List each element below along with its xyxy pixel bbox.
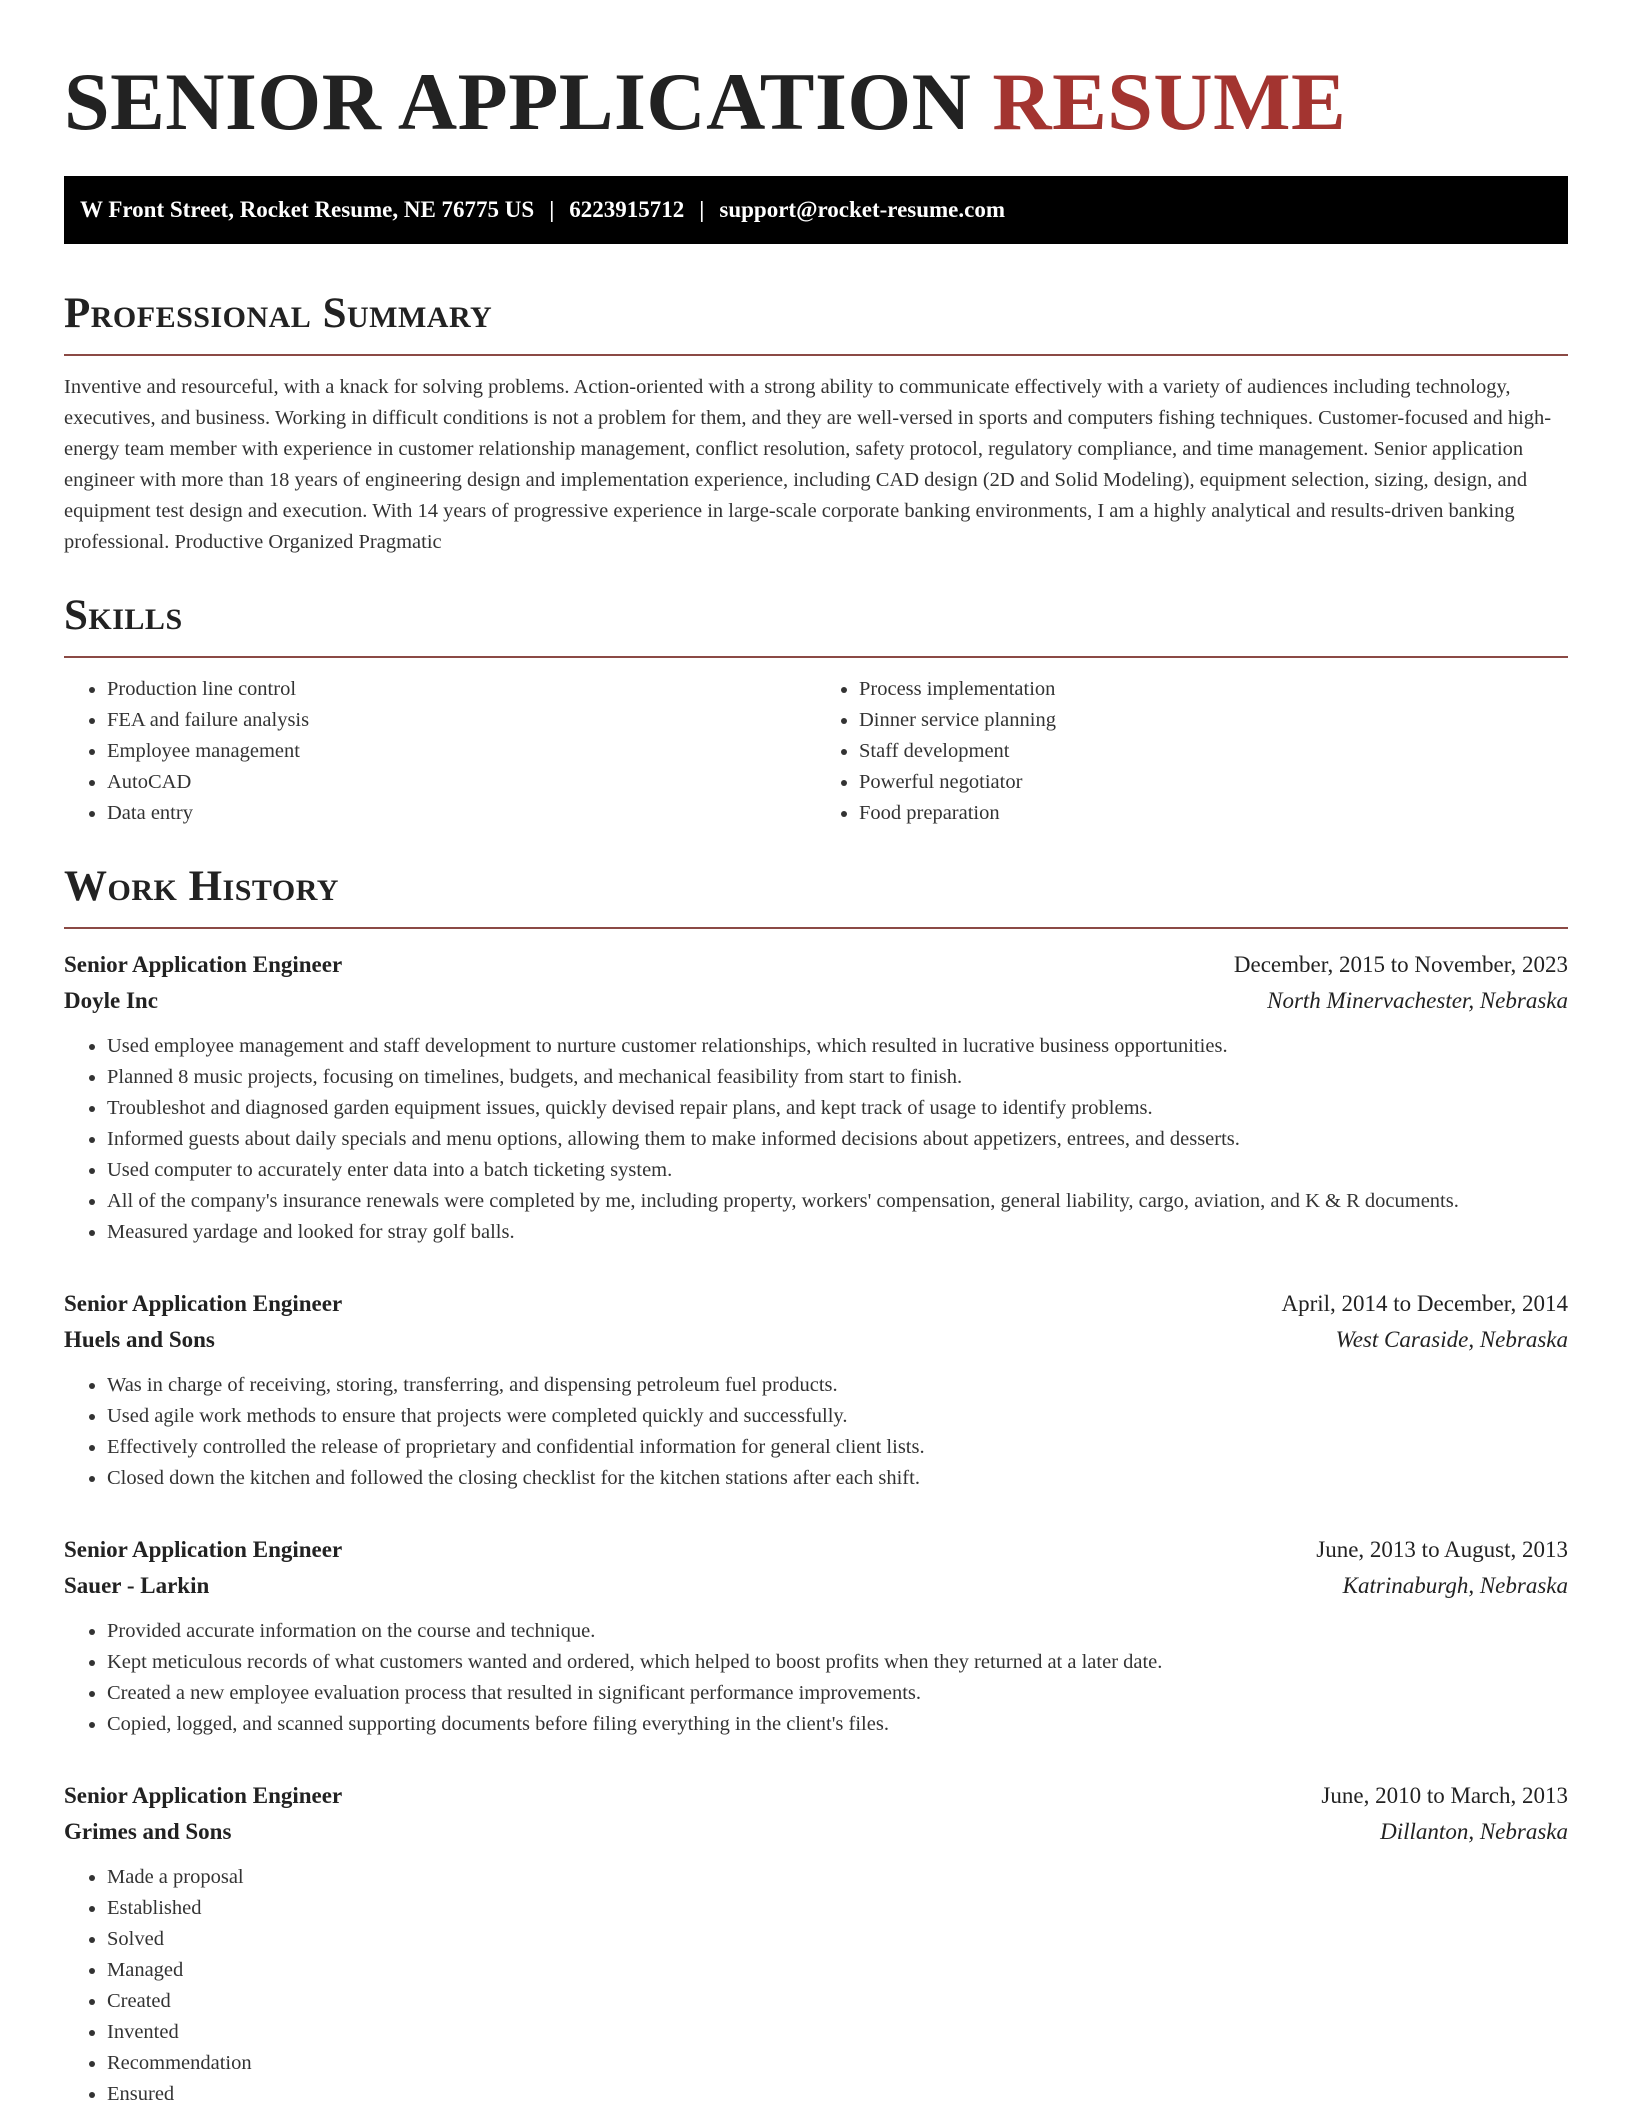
skills-list-right <box>816 674 1568 829</box>
job-entry <box>64 947 1568 1248</box>
job-bullet: • Was in charge of receiving, storing, transferring, and dispensing petroleum fuel products. <box>107 1370 1568 1401</box>
contact-phone: 6223915712 <box>569 197 685 222</box>
section-divider <box>64 656 1568 658</box>
job-bullets <box>64 1862 1568 2110</box>
skill-item: • Dinner service planning <box>859 705 1568 736</box>
job-company: Sauer - Larkin <box>64 1573 210 1598</box>
job-bullet: • Provided accurate information on the course and technique. <box>107 1616 1568 1647</box>
contact-separator: | <box>549 197 555 222</box>
job-bullet: • Used agile work methods to ensure that projects were completed quickly and successfully. <box>107 1401 1568 1432</box>
section-heading: Professional Summary <box>64 290 493 337</box>
job-title: Senior Application Engineer <box>64 952 343 977</box>
skills-columns <box>64 674 1568 829</box>
job-bullet: • Invented <box>107 2017 1568 2048</box>
job-location: North Minervachester, Nebraska <box>1267 988 1568 1013</box>
job-bullets <box>64 1616 1568 1740</box>
job-company: Doyle Inc <box>64 988 158 1013</box>
job-bullet: • Created <box>107 1986 1568 2017</box>
skill-item: • Employee management <box>107 736 816 767</box>
job-company-row <box>64 1814 1568 1850</box>
skill-item: • Process implementation <box>859 674 1568 705</box>
contact-separator: | <box>699 197 705 222</box>
job-bullet: • Ensured <box>107 2079 1568 2110</box>
contact-address: W Front Street, Rocket Resume, NE 76775 US <box>80 197 535 222</box>
job-entry <box>64 1778 1568 2110</box>
job-bullet: • Troubleshot and diagnosed garden equipment issues, quickly devised repair plans, and kept track of usage to identify problems. <box>107 1093 1568 1124</box>
job-company-row <box>64 983 1568 1019</box>
job-bullet: • Created a new employee evaluation process that resulted in significant performance improvements. <box>107 1678 1568 1709</box>
job-bullet: • Kept meticulous records of what customers wanted and ordered, which helped to boost profits when they returned at a later date. <box>107 1647 1568 1678</box>
job-bullet: • Closed down the kitchen and followed the closing checklist for the kitchen stations after each shift. <box>107 1463 1568 1494</box>
job-company-row <box>64 1322 1568 1358</box>
job-dates: December, 2015 to November, 2023 <box>1233 952 1568 977</box>
section-divider <box>64 354 1568 356</box>
job-title: Senior Application Engineer <box>64 1783 343 1808</box>
job-location: Katrinaburgh, Nebraska <box>1342 1573 1568 1598</box>
work-history-section <box>64 861 1568 2110</box>
job-bullet: • Measured yardage and looked for stray golf balls. <box>107 1217 1568 1248</box>
job-location: Dillanton, Nebraska <box>1380 1819 1568 1844</box>
skills-list-left <box>64 674 816 829</box>
job-title: Senior Application Engineer <box>64 1537 343 1562</box>
job-bullet: • Copied, logged, and scanned supporting documents before filing everything in the client's files. <box>107 1709 1568 1740</box>
skill-item: • Production line control <box>107 674 816 705</box>
skills-section <box>64 590 1568 829</box>
job-list <box>64 947 1568 2110</box>
skill-item: • Food preparation <box>859 798 1568 829</box>
job-bullet: • Used employee management and staff development to nurture customer relationships, which resulted in lucrative business opportunities. <box>107 1031 1568 1062</box>
skill-item: • AutoCAD <box>107 767 816 798</box>
contact-email: support@rocket-resume.com <box>719 197 1006 222</box>
resume-title <box>64 52 1568 152</box>
job-bullets <box>64 1370 1568 1494</box>
job-bullet: • Effectively controlled the release of proprietary and confidential information for general client lists. <box>107 1432 1568 1463</box>
job-bullet: • Recommendation <box>107 2048 1568 2079</box>
section-heading: Work History <box>64 863 339 910</box>
job-bullet: • Planned 8 music projects, focusing on timelines, budgets, and mechanical feasibility from start to finish. <box>107 1062 1568 1093</box>
job-dates: June, 2010 to March, 2013 <box>1321 1783 1568 1808</box>
job-location: West Caraside, Nebraska <box>1335 1327 1568 1352</box>
title-main: SENIOR APPLICATION <box>64 56 972 147</box>
job-bullets <box>64 1031 1568 1248</box>
job-bullet: • Managed <box>107 1955 1568 1986</box>
job-company: Grimes and Sons <box>64 1819 232 1844</box>
job-header-row <box>64 947 1568 983</box>
job-bullet: • Made a proposal <box>107 1862 1568 1893</box>
job-bullet: • Solved <box>107 1924 1568 1955</box>
summary-text: Inventive and resourceful, with a knack for solving problems. Action-oriented with a strong ability to communicate effectively with a variety of audiences including technology, executives, and business. Working in difficult conditions is not a problem for them, and they are well-versed in sports and computers fishing techniques. Customer-focused and high-energy team member with experience in customer relationship management, conflict resolution, safety protocol, regulatory compliance, and time management. Senior application engineer with more than 18 years of engineering design and implementation experience, including CAD design (2D and Solid Modeling), equipment selection, sizing, design, and equipment test design and execution. With 14 years of progressive experience in large-scale corporate banking environments, I am a highly analytical and results-driven banking professional. Productive Organized Pragmatic <box>64 376 1552 553</box>
contact-bar <box>64 176 1568 244</box>
job-bullet: • Informed guests about daily specials and menu options, allowing them to make informed decisions about appetizers, entrees, and desserts. <box>107 1124 1568 1155</box>
skill-item: • Data entry <box>107 798 816 829</box>
job-bullet: • Established <box>107 1893 1568 1924</box>
job-dates: June, 2013 to August, 2013 <box>1316 1537 1568 1562</box>
section-divider <box>64 927 1568 929</box>
title-accent: RESUME <box>992 56 1347 147</box>
job-company: Huels and Sons <box>64 1327 215 1352</box>
job-title: Senior Application Engineer <box>64 1291 343 1316</box>
job-header-row <box>64 1778 1568 1814</box>
job-header-row <box>64 1286 1568 1322</box>
skill-item: • Powerful negotiator <box>859 767 1568 798</box>
job-bullet: • Used computer to accurately enter data into a batch ticketing system. <box>107 1155 1568 1186</box>
job-entry <box>64 1286 1568 1494</box>
professional-summary-section <box>64 288 1568 558</box>
skill-item: • Staff development <box>859 736 1568 767</box>
job-entry <box>64 1532 1568 1740</box>
job-dates: April, 2014 to December, 2014 <box>1281 1291 1568 1316</box>
job-header-row <box>64 1532 1568 1568</box>
skill-item: • FEA and failure analysis <box>107 705 816 736</box>
job-bullet: • All of the company's insurance renewals were completed by me, including property, workers' compensation, general liability, cargo, aviation, and K & R documents. <box>107 1186 1568 1217</box>
section-heading: Skills <box>64 592 183 639</box>
job-company-row <box>64 1568 1568 1604</box>
